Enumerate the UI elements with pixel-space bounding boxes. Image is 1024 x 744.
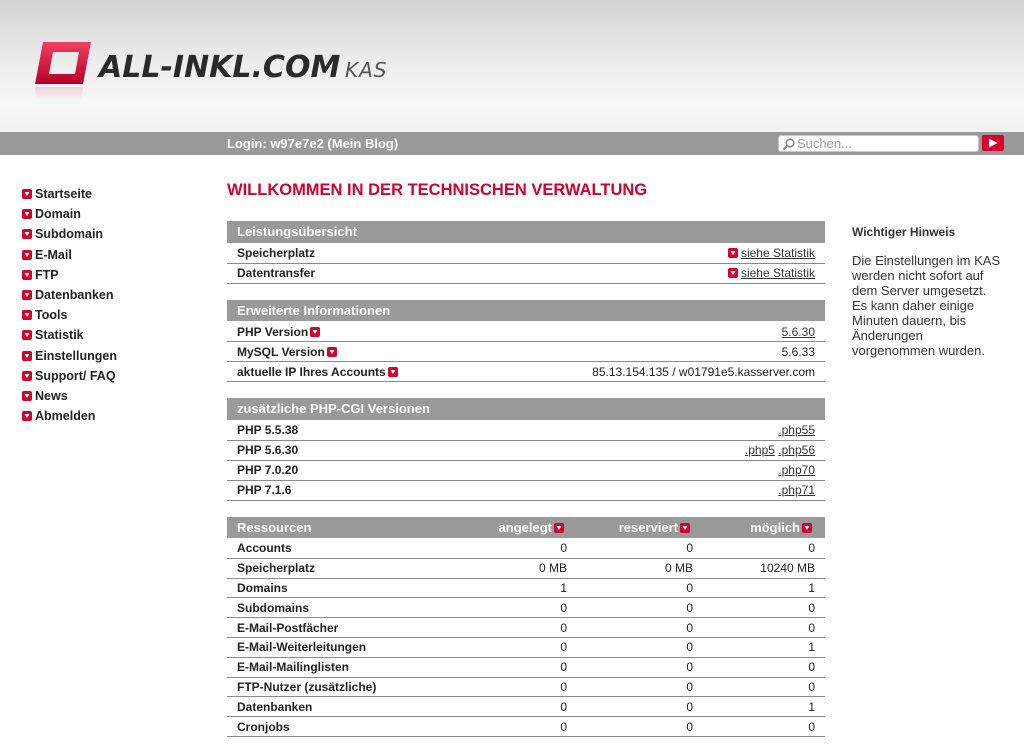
cell-reserviert: 0 [577,578,703,598]
info-arrow-icon[interactable] [802,523,812,533]
sidebar-item-label: Statistik [35,328,84,343]
sidebar-item-support-faq[interactable] [22,366,182,386]
row-label: E-Mail-Postfächer [227,618,467,638]
table-row [227,598,825,618]
sidebar-item-label: Einstellungen [35,348,117,363]
row-label [227,362,485,382]
login-info: Login: w97e7e2 (Mein Blog) [227,136,399,151]
red-arrow-icon [22,290,32,300]
info-arrow-icon[interactable] [728,268,738,278]
mysql-version-value: 5.6.33 [485,342,825,362]
table-row [227,657,825,677]
sidebar-item-label: News [35,388,68,403]
info-arrow-icon[interactable] [554,523,564,533]
sidebar-item-label: E-Mail [35,247,72,262]
cell-moeglich: 0 [703,677,825,697]
sidebar-item-tools[interactable] [22,305,182,325]
cell-reserviert: 0 [577,697,703,717]
sidebar-item-label: Subdomain [35,227,104,242]
table-row [227,263,825,283]
cell-moeglich: 0 [703,717,825,737]
red-arrow-icon [22,229,32,239]
mysql-version-label: MySQL Version [237,344,325,359]
sidebar-item-label: Support/ FAQ [35,368,116,383]
row-value [510,263,825,283]
cell-angelegt: 0 [467,657,577,677]
table-header: zusätzliche PHP-CGI Versionen [227,398,825,420]
red-arrow-icon [22,411,32,421]
cell-angelegt: 0 [467,717,577,737]
cell-moeglich: 0 [703,618,825,638]
table-row [227,697,825,717]
notice-title: Wichtiger Hinweis [852,225,956,239]
info-arrow-icon[interactable] [327,347,337,357]
table-row [227,480,825,500]
red-arrow-icon [22,351,32,361]
sidebar-item-subdomain[interactable] [22,224,182,244]
info-arrow-icon[interactable] [310,327,320,337]
row-label: Speicherplatz [227,243,510,263]
row-label: PHP 7.1.6 [227,480,510,500]
ip-value: 85.13.154.135 / w01791e5.kasserver.com [485,362,825,382]
cell-reserviert: 0 [577,677,703,697]
cell-angelegt: 0 [467,637,577,657]
top-bar [0,132,1024,155]
table-row [227,558,825,578]
row-label: Subdomains [227,598,467,618]
red-arrow-icon [22,391,32,401]
row-value [485,322,825,342]
notice-text: Die Einstellungen im KAS werden nicht sofort auf dem Server umgesetzt. Es kann daher einige Minuten dauern, bis Änderungen vorgenommen wurden. [852,253,1001,358]
row-value [510,420,825,440]
logo-text: ALL-INKL.COM [99,50,341,85]
red-arrow-icon [22,209,32,219]
php-extension-link[interactable]: .php70 [778,463,815,477]
row-label: Speicherplatz [227,558,467,578]
search-input[interactable] [797,136,977,151]
cell-angelegt: 0 [467,539,577,559]
col-header-ressourcen: Ressourcen [227,517,467,539]
sidebar-item-abmelden[interactable] [22,406,182,426]
cell-reserviert: 0 [577,598,703,618]
cell-reserviert: 0 [577,539,703,559]
php-extension-link[interactable]: .php56 [778,443,815,457]
sidebar-item-label: Tools [35,308,68,323]
sidebar-item-label: Datenbanken [35,288,114,303]
cell-moeglich: 0 [703,657,825,677]
ressourcen-table [227,517,825,737]
ip-label: aktuelle IP Ihres Accounts [237,364,386,379]
table-row [227,342,825,362]
red-arrow-icon [22,270,32,280]
cell-reserviert: 0 [577,637,703,657]
cell-angelegt: 0 [467,677,577,697]
search-box [778,135,979,152]
table-header: Leistungsübersicht [227,221,825,243]
col-header-label: reserviert [618,519,678,535]
red-arrow-icon [22,250,32,260]
php-version-link[interactable]: 5.6.30 [781,324,815,339]
php-extension-link[interactable]: .php5 [744,443,775,457]
col-header-label: angelegt [498,519,552,535]
erweitert-table [227,300,825,383]
row-label: Datentransfer [227,263,510,283]
table-row [227,420,825,440]
table-row [227,440,825,460]
logo-mark-icon [35,40,95,110]
cell-moeglich: 1 [703,578,825,598]
col-header-label: möglich [750,519,800,535]
cell-reserviert: 0 MB [577,558,703,578]
cell-reserviert: 0 [577,717,703,737]
sidebar-item-domain[interactable] [22,204,182,224]
table-row [227,717,825,737]
row-label: Cronjobs [227,717,467,737]
red-arrow-icon [22,310,32,320]
table-row [227,460,825,480]
row-label: PHP 5.6.30 [227,440,510,460]
search-button[interactable] [982,135,1004,151]
col-header-angelegt [467,517,577,539]
row-label [227,322,485,342]
sidebar-item-news[interactable] [22,386,182,406]
sidebar-item-einstellungen[interactable] [22,346,182,366]
statistik-link[interactable]: siehe Statistik [740,266,815,280]
cell-reserviert: 0 [577,618,703,638]
row-label: FTP-Nutzer (zusätzliche) [227,677,467,697]
statistik-link[interactable]: siehe Statistik [740,246,815,260]
row-label: Datenbanken [227,697,467,717]
search-icon [782,138,796,151]
info-arrow-icon[interactable] [388,367,398,377]
notice-box [852,225,1002,358]
row-label: PHP 7.0.20 [227,460,510,480]
red-arrow-icon [22,189,32,199]
cell-moeglich: 10240 MB [703,558,825,578]
info-arrow-icon[interactable] [680,523,690,533]
row-value [510,440,825,460]
cell-angelegt: 0 MB [467,558,577,578]
table-row [227,677,825,697]
sidebar-item-statistik[interactable] [22,325,182,345]
table-row [227,637,825,657]
cell-angelegt: 0 [467,697,577,717]
php-extension-link[interactable]: .php71 [778,483,815,497]
red-arrow-icon [22,371,32,381]
info-arrow-icon[interactable] [728,248,738,258]
cell-moeglich: 0 [703,598,825,618]
cell-angelegt: 1 [467,578,577,598]
row-value [510,480,825,500]
table-row [227,243,825,263]
play-arrow-icon [988,138,998,148]
row-label: PHP 5.5.38 [227,420,510,440]
row-label: Accounts [227,539,467,559]
logo[interactable] [35,40,395,110]
sidebar-item-label: FTP [35,267,59,282]
php-cgi-table [227,398,825,501]
cell-angelegt: 0 [467,598,577,618]
col-header-moeglich [703,517,825,539]
red-arrow-icon [22,330,32,340]
table-row [227,618,825,638]
cell-moeglich: 0 [703,539,825,559]
product-name: KAS [345,58,388,82]
main-content [227,180,825,744]
col-header-reserviert [577,517,703,539]
page-title: WILLKOMMEN IN DER TECHNISCHEN VERWALTUNG [227,181,648,199]
table-row [227,539,825,559]
row-value [510,460,825,480]
sidebar-item-label: Abmelden [35,409,96,424]
row-label [227,342,485,362]
php-extension-link[interactable]: .php55 [778,423,815,437]
cell-moeglich: 1 [703,697,825,717]
sidebar-item-email[interactable] [22,245,182,265]
table-row [227,362,825,382]
leistung-table [227,221,825,284]
sidebar-item-ftp[interactable] [22,265,182,285]
table-row [227,322,825,342]
row-label: E-Mail-Mailinglisten [227,657,467,677]
sidebar-item-label: Startseite [35,187,92,202]
table-header: Erweiterte Informationen [227,300,825,322]
sidebar-item-datenbanken[interactable] [22,285,182,305]
row-label: Domains [227,578,467,598]
cell-reserviert: 0 [577,657,703,677]
sidebar-item-label: Domain [35,207,81,222]
cell-angelegt: 0 [467,618,577,638]
sidebar-item-startseite[interactable] [22,184,182,204]
sidebar-nav [22,184,182,426]
table-row [227,578,825,598]
page-header [0,0,1024,132]
cell-moeglich: 1 [703,637,825,657]
row-value [510,243,825,263]
php-version-label: PHP Version [237,324,309,339]
row-label: E-Mail-Weiterleitungen [227,637,467,657]
